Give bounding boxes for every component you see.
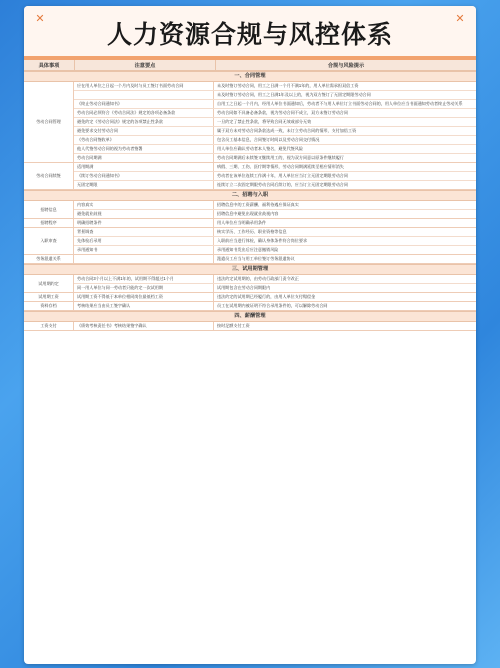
- row-point: [74, 91, 214, 99]
- row-risk: 属于双方未对劳动合同条款达成一致，未订立劳动合同的情形，支付加倍工资: [217, 128, 357, 134]
- table-row: [74, 210, 476, 218]
- section-header: 二、招聘与入职: [24, 190, 476, 201]
- row-risk: 试用期包含在劳动合同期限内: [217, 285, 271, 291]
- row-risk: 入职前应当进行体检，确认身体条件符合岗位要求: [217, 238, 308, 244]
- table-row: [74, 109, 476, 118]
- table-row: [74, 154, 476, 162]
- group-label: 试用期工资: [24, 293, 74, 301]
- row-point: 避免约定《劳动合同法》规定的各项禁止性条款: [74, 118, 214, 126]
- group-label: 工资支付: [24, 322, 74, 330]
- table-row: [74, 181, 476, 189]
- group-label: 劳动合同管理: [24, 82, 74, 162]
- row-point: 劳动合同必须符合《劳动合同法》规定的各项必备条款: [74, 109, 214, 117]
- table-row: [74, 322, 476, 330]
- corner-decoration-icon: ✕: [35, 13, 45, 25]
- row-risk: 包含员工基本信息，合同签订时间以及劳动合同交付情况: [217, 137, 320, 143]
- row-point: 内容真实: [74, 201, 214, 209]
- table-row: [74, 100, 476, 109]
- row-risk: 未及时签订劳动合同，用工之日满1年及以上的，视为双方签订了无固定期限劳动合同: [217, 92, 371, 98]
- table-row: [74, 255, 476, 263]
- table-row: [74, 163, 476, 172]
- row-point: 他人代签劳动合同的视为劳动者签署: [74, 145, 214, 153]
- row-risk: 未及时签订劳动合同，用工之日满一个月不满1年的，用人单位需承担双倍工资: [217, 83, 359, 89]
- row-point: [74, 255, 214, 263]
- row-risk: 招聘信息中避免出现就业歧视内容: [217, 211, 279, 217]
- row-point: 《续订劳动合同通知书》: [74, 172, 214, 180]
- column-header-risk: 合规与风险提示: [327, 62, 365, 69]
- table-row: [74, 172, 476, 181]
- table-group: [24, 275, 476, 293]
- row-risk: 派遣员工应当与用工单位签订劳务派遣协议: [217, 256, 295, 262]
- row-risk: 自用工之日起一个月内，经用人单位书面通知后，劳动者不与用人单位订立书面劳动合同的，用人单位应当书面通知劳动者终止劳动关系: [217, 101, 463, 107]
- row-point: 先体检后录用: [74, 237, 214, 245]
- row-point: 明确招聘条件: [74, 219, 214, 227]
- table-group: [24, 228, 476, 255]
- group-label: 资料存档: [24, 302, 74, 310]
- row-risk: 劳动者在该单位连续工作满十年，用人单位应当订立无固定期限劳动合同: [217, 173, 348, 179]
- table-row: [74, 284, 476, 292]
- row-point: 《终止劳动合同通知书》: [74, 100, 214, 108]
- row-point: 试用期工资不得低于本单位相同岗位最低档工资: [74, 293, 214, 301]
- row-risk: 一旦约定了禁止性条款，将导致合同无效或部分无效: [217, 119, 312, 125]
- group-label: 入职审查: [24, 228, 74, 254]
- table-group: [24, 322, 476, 331]
- row-point: 《劳动合同签收单》: [74, 136, 214, 144]
- row-risk: 员工在试用期内被证明不符合录用条件的，可以解除劳动合同: [217, 303, 328, 309]
- table-group: [24, 82, 476, 163]
- group-label: 招聘信息: [24, 201, 74, 218]
- group-label: 劳务派遣关系: [24, 255, 74, 263]
- table-row: [74, 118, 476, 127]
- section-header: 四、薪酬管理: [24, 311, 476, 322]
- table-row: [74, 237, 476, 246]
- section-header: 一、合同管理: [24, 71, 476, 82]
- row-point: 无固定期限: [74, 181, 214, 189]
- table-row: [74, 136, 476, 145]
- row-point: 《绩效考核责任书》考核结果签字确认: [74, 322, 214, 330]
- table-group: [24, 163, 476, 190]
- row-point: 避免就业歧视: [74, 210, 214, 218]
- row-risk: 用人单位应确认劳动者本人签名，避免代签风险: [217, 146, 303, 152]
- table-group: [24, 219, 476, 228]
- table-row: [74, 82, 476, 91]
- row-point: 同一用人单位与同一劳动者只能约定一次试用期: [74, 284, 214, 292]
- row-risk: 违法约定试用期的，由劳动行政部门责令改正: [217, 276, 299, 282]
- group-label: 试用期约定: [24, 275, 74, 292]
- row-point: 适用期满: [74, 163, 214, 171]
- accent-bar: [24, 56, 476, 60]
- table-row: [74, 302, 476, 310]
- row-risk: 招聘信息中的工资薪酬、福利待遇应保证真实: [217, 202, 299, 208]
- table-group: [24, 201, 476, 219]
- table-row: [74, 228, 476, 237]
- row-risk: 劳动合同期满后未续签又继续用工的，视为双方同意以原条件继续履行: [217, 155, 344, 161]
- title-banner: [24, 6, 476, 60]
- row-risk: 违法约定的试用期已经履行的，由用人单位支付赔偿金: [217, 294, 316, 300]
- row-point: 避免要求交付劳动合同: [74, 127, 214, 135]
- row-risk: 劳动合同如不具备必备条款，视为劳动合同不成立，双方未签订劳动合同: [217, 110, 348, 116]
- row-point: 录用通知书: [74, 246, 214, 254]
- row-point: 应在用人单位之日起一个月内及时与员工签订书面劳动合同: [74, 82, 214, 90]
- table-row: [74, 293, 476, 301]
- row-point: 劳动合同3个月以上不满1年的，试用期不得超过1个月: [74, 275, 214, 283]
- column-header-point: 注意要点: [75, 60, 216, 70]
- table-header: [24, 60, 476, 71]
- page-title: 人力资源合规与风控体系: [106, 20, 393, 49]
- table-row: [74, 201, 476, 210]
- row-point: 考核结果应当由员工签字确认: [74, 302, 214, 310]
- section-header: 三、试用期管理: [24, 264, 476, 275]
- table-row: [74, 91, 476, 100]
- group-label: 劳动合同续签: [24, 163, 74, 189]
- row-risk: 病假、三期、工伤、医疗期等情形，劳动合同期满延续至相应情形消失: [217, 164, 344, 170]
- document-page: [24, 6, 476, 664]
- row-risk: 用人单位应当明确录用条件: [217, 220, 267, 226]
- table-row: [74, 246, 476, 254]
- row-risk: 核实学历、工作经历、职业资格等信息: [217, 229, 287, 235]
- table-row: [74, 127, 476, 136]
- group-label: 招聘程序: [24, 219, 74, 227]
- table-group: [24, 302, 476, 311]
- table-row: [74, 275, 476, 284]
- row-risk: 录用通知书发出后应注意撤销风险: [217, 247, 279, 253]
- table-body: [24, 71, 476, 331]
- table-row: [74, 145, 476, 154]
- corner-decoration-icon: ✕: [455, 13, 465, 25]
- row-risk: 连续订立二次固定期限劳动合同后续订的，应当订立无固定期限劳动合同: [217, 182, 348, 188]
- row-risk: 按时足额支付工资: [217, 323, 250, 329]
- table-group: [24, 255, 476, 264]
- row-point: 劳动合同期满: [74, 154, 214, 162]
- table-group: [24, 293, 476, 302]
- column-header-item: 具体事项: [24, 60, 75, 70]
- table-row: [74, 219, 476, 227]
- row-point: 背景调查: [74, 228, 214, 236]
